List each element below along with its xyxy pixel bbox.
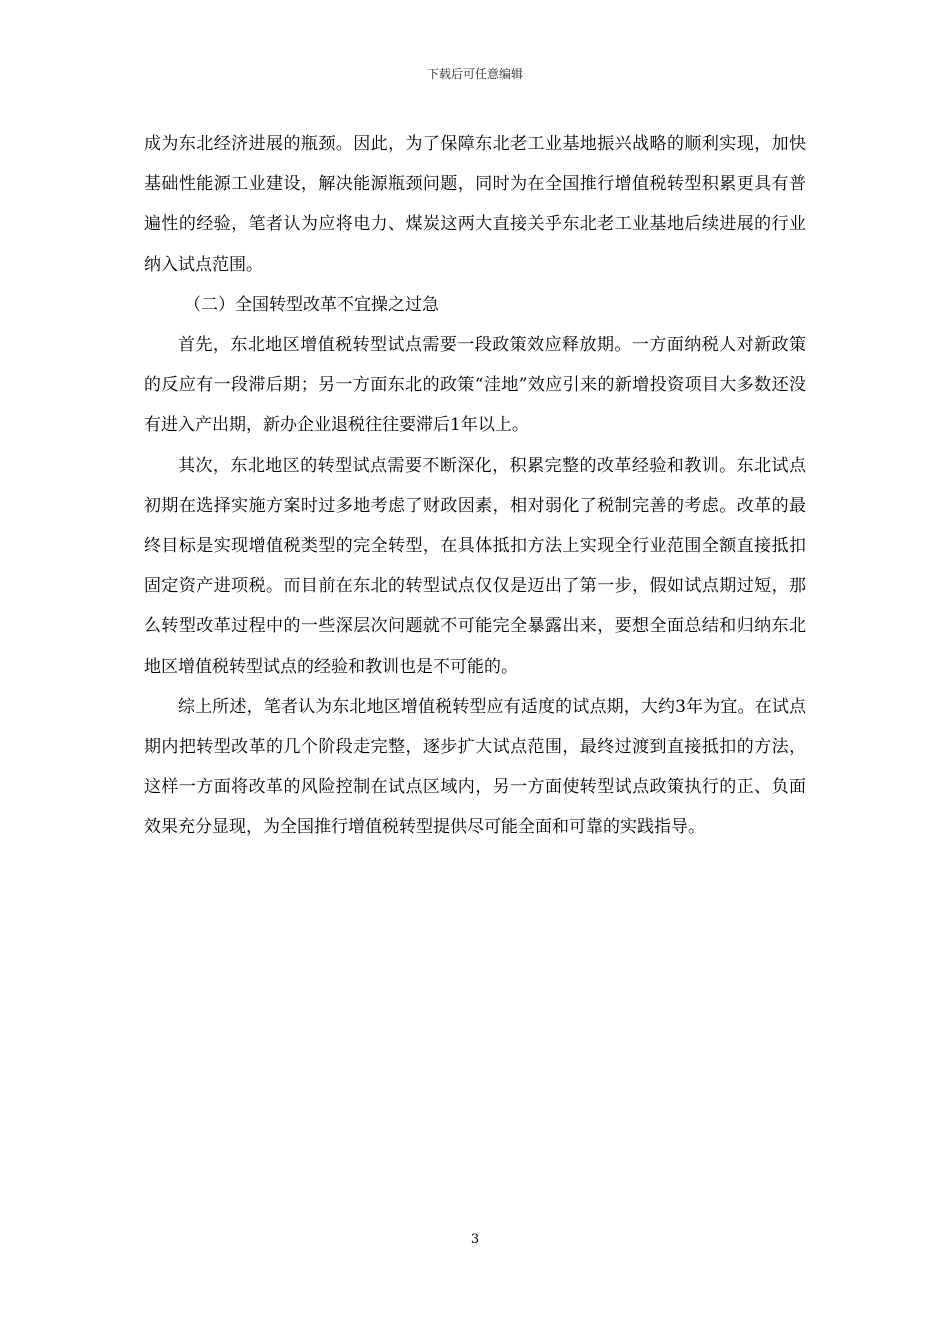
document-body [144, 124, 806, 848]
paragraph-firstly: 首先，东北地区增值税转型试点需要一段政策效应释放期。一方面纳税人对新政策的反应有一段滞后期；另一方面东北的政策“洼地”效应引来的新增投资项目大多数还没有进入产出期，新办企业退税往往要滞后1年以上。 [144, 335, 806, 436]
page-number: 3 [470, 1232, 480, 1247]
paragraph-secondly: 其次，东北地区的转型试点需要不断深化，积累完整的改革经验和教训。东北试点初期在选择实施方案时过多地考虑了财政因素，相对弱化了税制完善的考虑。改革的最终目标是实现增值税类型的完全转型，在具体抵扣方法上实现全行业范围全额直接抵扣固定资产进项税。而目前在东北的转型试点仅仅是迈出了第一步，假如试点期过短，那么转型改革过程中的一些深层次问题就不可能完全暴露出来，要想全面总结和归纳东北地区增值税转型试点的经验和教训也是不可能的。 [144, 455, 806, 677]
paragraph-conclusion: 综上所述，笔者认为东北地区增值税转型应有适度的试点期，大约3年为宜。在试点期内把转型改革的几个阶段走完整，逐步扩大试点范围，最终过渡到直接抵扣的方法，这样一方面将改革的风险控制在试点区域内，另一方面使转型试点政策执行的正、负面效果充分显现，为全国推行增值税转型提供尽可能全面和可靠的实践指导。 [144, 696, 806, 838]
page-header-note: 下载后可任意编辑 [426, 67, 523, 81]
paragraph-continuation: 成为东北经济进展的瓶颈。因此，为了保障东北老工业基地振兴战略的顺利实现，加快基础性能源工业建设，解决能源瓶颈问题，同时为在全国推行增值税转型积累更具有普遍性的经验，笔者认为应将电力、煤炭这两大直接关乎东北老工业基地后续进展的行业纳入试点范围。 [144, 134, 806, 275]
section-heading: （二）全国转型改革不宜操之过急 [184, 294, 439, 315]
